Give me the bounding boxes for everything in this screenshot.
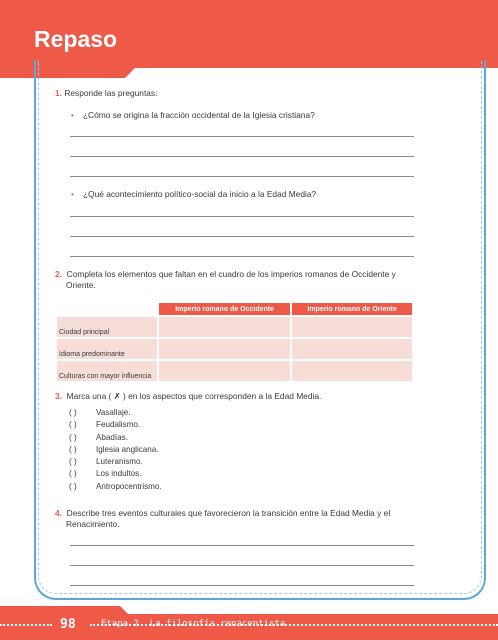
- table-cell[interactable]: [292, 339, 412, 359]
- question-1-text: Responde las preguntas:: [64, 88, 158, 98]
- table-row: [57, 361, 412, 381]
- bullet-text: ¿Cómo se origina la fracción occidental de la Iglesia cristiana?: [82, 110, 315, 120]
- question-2-text-line2: Oriente.: [66, 280, 96, 290]
- row-label: Ciudad principal: [57, 317, 157, 337]
- question-2-text-line1: Completa los elementos que faltan en el cuadro de los imperios romanos de Occidente y: [66, 269, 396, 279]
- question-1-bullet-1: [71, 110, 315, 120]
- footer-title: Etapa 2. La filosofía renacentista: [101, 619, 286, 629]
- list-item: [69, 408, 162, 420]
- checklist: [69, 408, 162, 494]
- table-header-occidente: Imperio romano de Occidente: [159, 303, 290, 315]
- footer-notch: [0, 606, 128, 614]
- list-item: [69, 420, 162, 432]
- question-2-number: 2.: [55, 269, 62, 279]
- question-4-text-line1: Describe tres eventos culturales que favorecieron la transición entre la Edad Media y el: [66, 508, 391, 518]
- table-row: [57, 317, 412, 337]
- list-item: [69, 433, 162, 445]
- table-corner: [57, 303, 157, 315]
- answer-line[interactable]: [70, 585, 414, 586]
- table-header-oriente: Imperio romano de Oriente: [292, 303, 412, 315]
- row-label: Idioma predominante: [57, 339, 157, 359]
- checkbox-paren[interactable]: ( ): [69, 481, 77, 491]
- answer-line[interactable]: [70, 236, 414, 237]
- answer-line[interactable]: [70, 136, 414, 137]
- bullet-dot-icon: •: [71, 189, 74, 199]
- list-item-label: Los indultos.: [96, 469, 142, 479]
- empires-table: [55, 301, 414, 383]
- answer-line[interactable]: [70, 565, 414, 566]
- checkbox-paren[interactable]: ( ): [69, 408, 77, 417]
- checkbox-paren[interactable]: ( ): [69, 469, 77, 479]
- checkbox-paren[interactable]: ( ): [69, 432, 77, 442]
- list-item: [69, 469, 162, 481]
- question-3-text: Marca una ( ✗ ) en los aspectos que corresponden a la Edad Media.: [66, 391, 322, 401]
- question-1-bullet-2: [71, 189, 316, 199]
- list-item-label: Abadías.: [96, 432, 128, 442]
- table-cell[interactable]: [159, 361, 290, 381]
- row-label: Culturas con mayor influencia: [57, 361, 157, 381]
- list-item-label: Antropocentrismo.: [96, 481, 162, 491]
- question-3-number: 3.: [55, 391, 62, 401]
- table-cell[interactable]: [292, 361, 412, 381]
- footer-dotted-rule: [0, 624, 52, 626]
- table-row: [57, 339, 412, 359]
- checkbox-paren[interactable]: ( ): [69, 457, 77, 467]
- question-1: [55, 88, 157, 99]
- question-4-number: 4.: [55, 508, 62, 518]
- list-item-label: Feudalismo.: [96, 420, 141, 430]
- list-item-label: Vasallaje.: [96, 408, 131, 417]
- table-cell[interactable]: [159, 317, 290, 337]
- answer-line[interactable]: [70, 545, 414, 546]
- question-3: [55, 391, 321, 402]
- list-item: [69, 482, 162, 494]
- bullet-text: ¿Qué acontecimiento político-social da inicio a la Edad Media?: [82, 189, 317, 199]
- page-number: 98: [60, 617, 76, 632]
- list-item: [69, 457, 162, 469]
- list-item-label: Luteranismo.: [96, 457, 143, 467]
- question-4: [55, 508, 390, 530]
- page-title: Repaso: [34, 26, 118, 52]
- table-cell[interactable]: [159, 339, 290, 359]
- answer-line[interactable]: [70, 176, 414, 177]
- question-1-number: 1.: [55, 88, 62, 98]
- answer-line[interactable]: [70, 256, 414, 257]
- table-cell[interactable]: [292, 317, 412, 337]
- table-header-row: [57, 303, 412, 315]
- answer-line[interactable]: [70, 216, 414, 217]
- checkbox-paren[interactable]: ( ): [69, 420, 77, 430]
- checkbox-paren[interactable]: ( ): [69, 444, 77, 454]
- bullet-dot-icon: •: [71, 110, 74, 120]
- list-item: [69, 445, 162, 457]
- list-item-label: Iglesia anglicana.: [96, 444, 159, 454]
- question-2: [55, 269, 396, 291]
- question-4-text-line2: Renacimiento.: [66, 519, 120, 529]
- answer-line[interactable]: [70, 156, 414, 157]
